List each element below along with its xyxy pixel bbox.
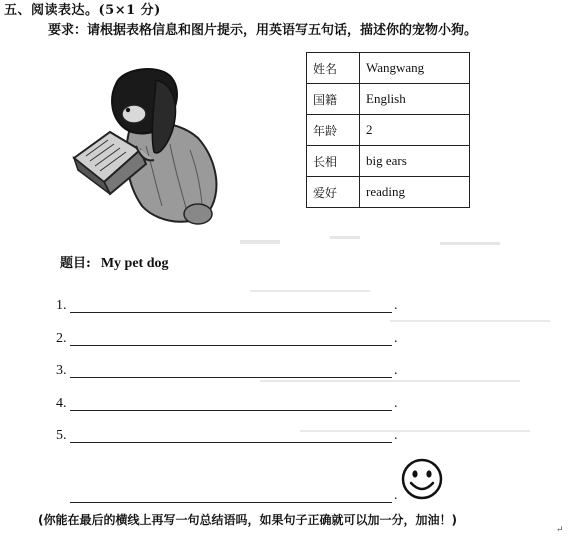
topic-label: 题目:: [60, 256, 91, 271]
row-label: 年龄: [307, 115, 360, 146]
smiley-face-icon: [400, 457, 444, 501]
row-label: 姓名: [307, 53, 360, 84]
row-value: reading: [360, 177, 470, 208]
line-end: .: [394, 428, 398, 443]
info-table: [306, 52, 470, 208]
bonus-instruction: (你能在最后的横线上再写一句总结语吗，如果句子正确就可以加一分，加油！): [38, 513, 457, 527]
answer-line[interactable]: [56, 331, 401, 349]
line-end: .: [394, 363, 398, 378]
answer-line[interactable]: [56, 298, 401, 316]
line-end: .: [394, 298, 398, 313]
answer-line[interactable]: [56, 428, 401, 446]
table-row: [307, 53, 470, 84]
answer-line[interactable]: [56, 363, 401, 381]
line-end: .: [394, 396, 398, 411]
topic: [60, 252, 168, 272]
writing-rule: [70, 502, 392, 503]
row-label: 长相: [307, 146, 360, 177]
table-row: [307, 115, 470, 146]
paragraph-mark: ↵: [556, 525, 564, 535]
line-number: 2.: [56, 331, 67, 346]
requirement-text: 要求：请根据表格信息和图片提示，用英语写五句话，描述你的宠物小狗。: [48, 23, 478, 38]
answer-line[interactable]: [56, 396, 401, 414]
row-label: 爱好: [307, 177, 360, 208]
row-value: English: [360, 84, 470, 115]
table-row: [307, 146, 470, 177]
writing-rule: [70, 345, 392, 346]
writing-rule: [70, 377, 392, 378]
topic-value: My pet dog: [100, 256, 169, 271]
dog-reading-book-illustration: [70, 66, 230, 234]
line-number: 3.: [56, 363, 67, 378]
writing-rule: [70, 312, 392, 313]
dog-body: [126, 123, 216, 224]
writing-rule: [70, 442, 392, 443]
answer-line[interactable]: [56, 488, 401, 506]
row-value: 2: [360, 115, 470, 146]
writing-rule: [70, 410, 392, 411]
line-number: 5.: [56, 428, 67, 443]
line-number: 1.: [56, 298, 67, 313]
row-label: 国籍: [307, 84, 360, 115]
line-end: .: [394, 331, 398, 346]
table-row: [307, 84, 470, 115]
line-end: .: [394, 488, 398, 503]
section-title: 五、阅读表达。(5×1 分): [4, 3, 161, 18]
line-number: 4.: [56, 396, 67, 411]
table-row: [307, 177, 470, 208]
row-value: Wangwang: [360, 53, 470, 84]
row-value: big ears: [360, 146, 470, 177]
